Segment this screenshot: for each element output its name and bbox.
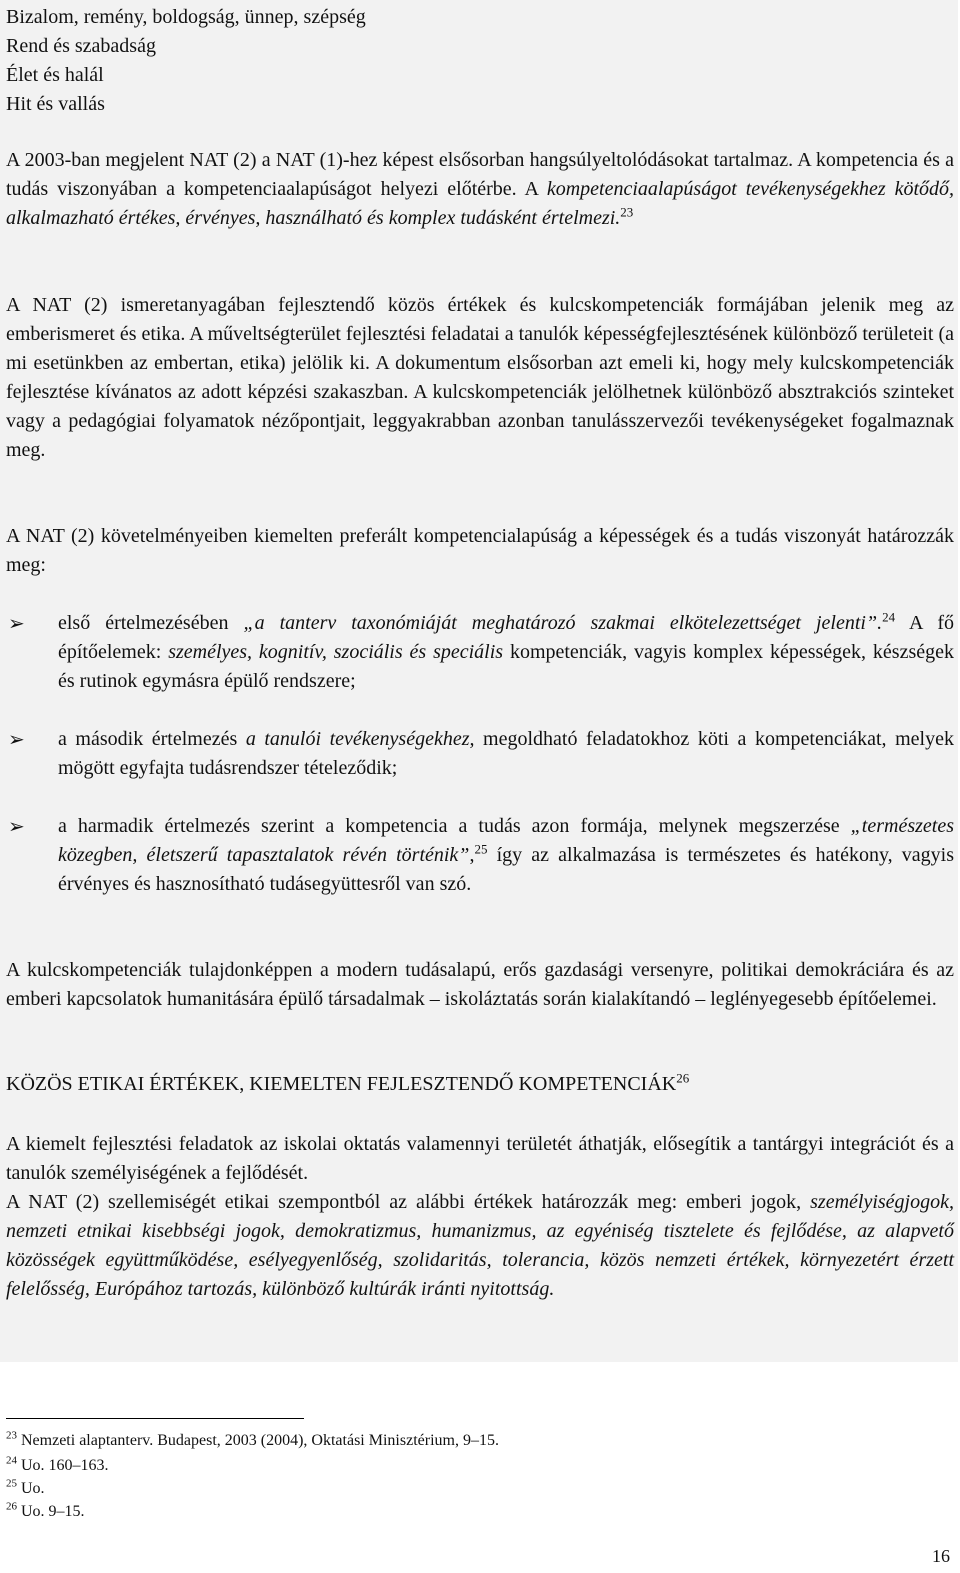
bullet-text: A fő építőelemek: [58, 612, 954, 663]
value-line: Bizalom, remény, boldogság, ünnep, szépség [6, 6, 366, 28]
footnote-ref: 26 [676, 1070, 690, 1086]
footnote-text: Uo. 160–163. [21, 1457, 109, 1474]
bullet-text: megoldható feladatokhoz köti a kompetenciákat, melyek mögött egyfajta tudásrendszer tételeződik; [58, 728, 954, 779]
bullet-italic-text: a tanulói tevékenységekhez, [245, 728, 475, 750]
bullet-text: a második értelmezés [58, 728, 246, 750]
bullet-quote: „a tanterv taxonómiáját meghatározó szakmai elkötelezettséget jelenti”. [243, 612, 883, 634]
footnote-ref: 24 [882, 609, 896, 625]
footnote-ref: 25 [474, 841, 488, 857]
paragraph-italic-text: kompetenciaalapúságot tevékenységekhez kötődő, alkalmazható értékes, érvényes, használható és komplex tudásként értelmezi. [6, 178, 954, 229]
bullet-text: kompetenciák, vagyis komplex képességek, készségek és rutinok egymásra épülő rendszere; [58, 641, 955, 692]
bullet-quote: „természetes közegben, életszerű tapasztalatok révén történik” [58, 815, 954, 866]
bullet-text: így az alkalmazása is természetes és hatékony, vagyis érvényes és hasznosítható tudásegyüttesről van szó. [58, 844, 954, 895]
bullet-item [58, 609, 954, 696]
footnote-text: Uo. [21, 1480, 45, 1497]
footnote-number: 23 [6, 1429, 17, 1442]
footnote-number: 25 [6, 1477, 17, 1490]
footnote-text: Nemzeti alaptanterv. Budapest, 2003 (2004), Oktatási Minisztérium, 9–15. [21, 1432, 499, 1449]
heading-text: KÖZÖS ETIKAI ÉRTÉKEK, KIEMELTEN FEJLESZTENDŐ KOMPETENCIÁK [6, 1073, 677, 1095]
bullet-text: , [469, 844, 475, 866]
page-number: 16 [932, 1546, 950, 1566]
bullet-text: a harmadik értelmezés szerint a kompetencia a tudás azon formája, melynek megszerzése [58, 815, 851, 837]
footnote-separator [6, 1418, 304, 1419]
footnote-ref: 23 [620, 204, 634, 220]
bullet-italic-text: személyes, kognitív, szociális és speciális [168, 641, 504, 663]
value-line: Élet és halál [6, 64, 104, 86]
footnote [6, 1455, 109, 1477]
footnote [6, 1478, 45, 1500]
bullet-item [58, 812, 954, 899]
footnote-number: 24 [6, 1454, 17, 1467]
bullet-arrow-icon: ➢ [8, 611, 25, 635]
bullet-arrow-icon: ➢ [8, 727, 25, 751]
section-heading [6, 1070, 954, 1099]
paragraph-ethical-values [6, 1188, 954, 1304]
paragraph-nat2-content: A NAT (2) ismeretanyagában fejlesztendő közös értékek és kulcskompetenciák formájában jelenik meg az emberismeret és etika. A műveltségterület fejlesztési feladatai a tanulók képességfejlesztésének különböző területeit (a mi esetünkben az embertan, etika) jelölik ki. A dokumentum elsősorban azt emeli ki, hogy mely kulcskompetenciák fejlesztése kívánatos az adott képzési szakaszban. A kulcskompetenciák jelölhetnek különböző absztrakciós szinteket vagy a pedagógiai folyamatok nézőpontjait, leggyakrabban azonban tanulásszervezői tevékenységeket fogalmaznak meg. [6, 294, 954, 461]
paragraph-key-competences: A kulcskompetenciák tulajdonképpen a modern tudásalapú, erős gazdasági versenyre, politikai demokráciára és az emberi kapcsolatok humanitására épülő társadalmak – iskoláztatás során kialakítandó – leglényegesebb építőelemei. [6, 959, 954, 1010]
paragraph-text: A 2003-ban megjelent NAT (2) a NAT (1)-hez képest elsősorban hangsúlyeltolódásokat tartalmaz. A kompetencia és a tudás viszonyában a kompetenciaalapúságot helyezi előtérbe. A [6, 149, 954, 200]
footnote [6, 1501, 85, 1523]
paragraph-competence-definition: A NAT (2) követelményeiben kiemelten preferált kompetencialapúság a képességek és a tudás viszonyát határozzák meg: [6, 525, 954, 576]
bullet-arrow-icon: ➢ [8, 814, 25, 838]
footnote-text: Uo. 9–15. [21, 1503, 85, 1520]
value-list [6, 3, 954, 119]
paragraph-development-tasks: A kiemelt fejlesztési feladatok az iskolai oktatás valamennyi területét áthatják, elősegítik a tantárgyi integrációt és a tanulók személyiségének a fejlődését. [6, 1133, 954, 1184]
value-line: Hit és vallás [6, 93, 105, 115]
value-line: Rend és szabadság [6, 35, 156, 57]
paragraph-italic-text: személyiségjogok, nemzeti etnikai kisebbségi jogok, demokratizmus, humanizmus, az egyéniség tisztelete és fejlődése, az alapvető közösségek együttműködése, esélyegyenlőség, szolidaritás, tolerancia, közös nemzeti értékek, környezetért érzett felelősség, Európához tartozás, különböző kultúrák iránti nyitottság. [6, 1191, 954, 1300]
paragraph-text: A NAT (2) szellemiségét etikai szempontból az alábbi értékek határozzák meg: emberi jogok, [6, 1191, 811, 1213]
footnote-number: 26 [6, 1500, 17, 1513]
paragraph-nat2-intro [6, 146, 954, 233]
bullet-item [58, 725, 954, 783]
bullet-text: első értelmezésében [58, 612, 244, 634]
footnote [6, 1430, 499, 1452]
